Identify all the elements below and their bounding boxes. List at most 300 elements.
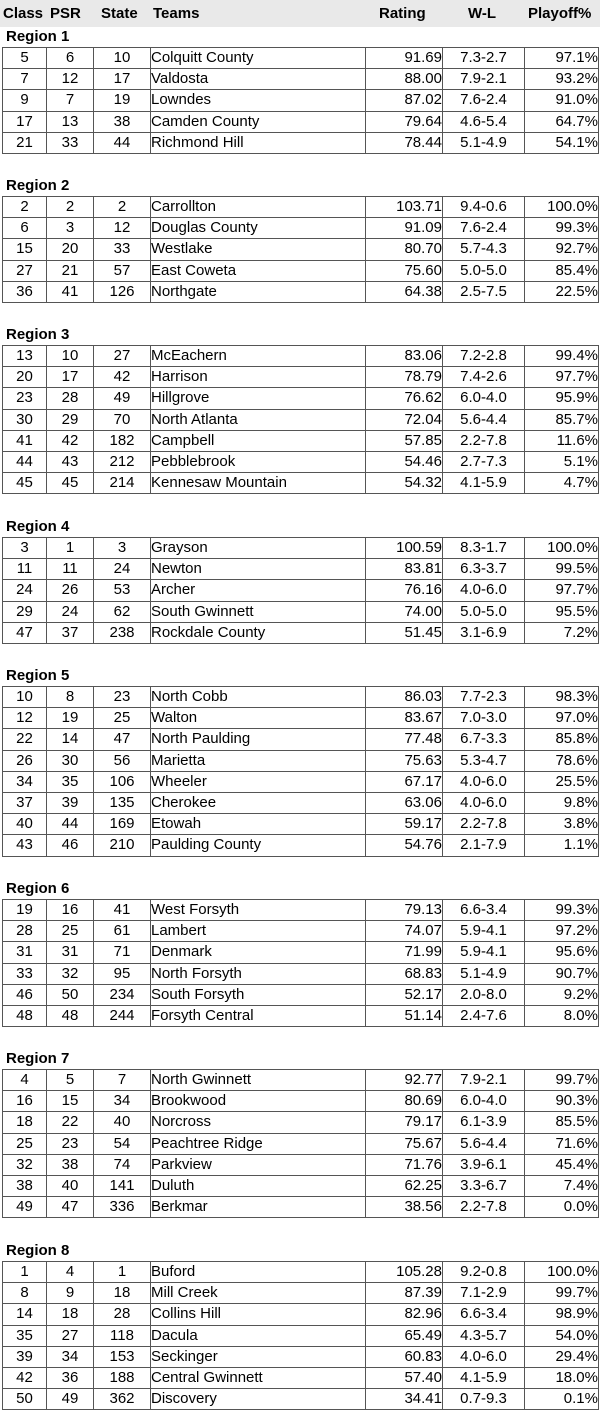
cell-rating: 65.49 — [366, 1325, 443, 1346]
cell-playoff: 4.7% — [525, 473, 599, 494]
cell-playoff: 71.6% — [525, 1133, 599, 1154]
cell-state: 95 — [94, 963, 151, 984]
table-row — [3, 559, 599, 580]
cell-psr: 44 — [47, 814, 94, 835]
cell-playoff: 99.3% — [525, 218, 599, 239]
cell-psr: 12 — [47, 69, 94, 90]
cell-wl: 6.0-4.0 — [443, 388, 525, 409]
cell-class: 33 — [3, 963, 47, 984]
cell-wl: 3.1-6.9 — [443, 622, 525, 643]
cell-psr: 34 — [47, 1346, 94, 1367]
cell-class: 34 — [3, 771, 47, 792]
table-row — [3, 1133, 599, 1154]
cell-wl: 0.7-9.3 — [443, 1389, 525, 1410]
cell-wl: 4.0-6.0 — [443, 580, 525, 601]
region-title: Region 4 — [6, 518, 70, 535]
table-row — [3, 538, 599, 559]
cell-team: Duluth — [151, 1176, 366, 1197]
cell-class: 49 — [3, 1197, 47, 1218]
cell-state: 57 — [94, 260, 151, 281]
cell-wl: 5.0-5.0 — [443, 601, 525, 622]
cell-team: Forsyth Central — [151, 1006, 366, 1027]
cell-state: 212 — [94, 452, 151, 473]
cell-wl: 3.9-6.1 — [443, 1154, 525, 1175]
cell-wl: 5.9-4.1 — [443, 942, 525, 963]
table-row — [3, 48, 599, 69]
table-row — [3, 1070, 599, 1091]
cell-class: 47 — [3, 622, 47, 643]
cell-state: 141 — [94, 1176, 151, 1197]
cell-playoff: 54.0% — [525, 1325, 599, 1346]
cell-class: 15 — [3, 239, 47, 260]
cell-team: South Forsyth — [151, 984, 366, 1005]
cell-wl: 2.0-8.0 — [443, 984, 525, 1005]
cell-playoff: 0.0% — [525, 1197, 599, 1218]
cell-team: Seckinger — [151, 1346, 366, 1367]
cell-playoff: 85.7% — [525, 409, 599, 430]
cell-class: 40 — [3, 814, 47, 835]
cell-wl: 5.1-4.9 — [443, 963, 525, 984]
cell-rating: 67.17 — [366, 771, 443, 792]
cell-psr: 1 — [47, 538, 94, 559]
cell-team: Denmark — [151, 942, 366, 963]
cell-wl: 5.6-4.4 — [443, 409, 525, 430]
cell-wl: 7.9-2.1 — [443, 1070, 525, 1091]
region-title: Region 1 — [6, 28, 70, 45]
cell-team: Rockdale County — [151, 622, 366, 643]
cell-playoff: 5.1% — [525, 452, 599, 473]
cell-class: 16 — [3, 1091, 47, 1112]
cell-rating: 54.32 — [366, 473, 443, 494]
cell-psr: 20 — [47, 239, 94, 260]
cell-playoff: 92.7% — [525, 239, 599, 260]
cell-state: 54 — [94, 1133, 151, 1154]
cell-playoff: 90.3% — [525, 1091, 599, 1112]
cell-state: 24 — [94, 559, 151, 580]
cell-state: 182 — [94, 430, 151, 451]
cell-rating: 54.46 — [366, 452, 443, 473]
cell-playoff: 91.0% — [525, 90, 599, 111]
cell-state: 40 — [94, 1112, 151, 1133]
cell-rating: 79.64 — [366, 111, 443, 132]
cell-team: Northgate — [151, 281, 366, 302]
cell-playoff: 100.0% — [525, 538, 599, 559]
cell-psr: 32 — [47, 963, 94, 984]
cell-psr: 21 — [47, 260, 94, 281]
cell-playoff: 90.7% — [525, 963, 599, 984]
cell-class: 23 — [3, 388, 47, 409]
cell-state: 214 — [94, 473, 151, 494]
cell-class: 26 — [3, 750, 47, 771]
cell-playoff: 97.7% — [525, 367, 599, 388]
cell-class: 21 — [3, 132, 47, 153]
cell-state: 118 — [94, 1325, 151, 1346]
cell-wl: 4.0-6.0 — [443, 771, 525, 792]
cell-class: 4 — [3, 1070, 47, 1091]
cell-class: 45 — [3, 473, 47, 494]
cell-state: 47 — [94, 729, 151, 750]
cell-psr: 39 — [47, 793, 94, 814]
cell-state: 38 — [94, 111, 151, 132]
cell-playoff: 7.4% — [525, 1176, 599, 1197]
cell-state: 74 — [94, 1154, 151, 1175]
cell-class: 48 — [3, 1006, 47, 1027]
cell-team: Wheeler — [151, 771, 366, 792]
cell-state: 56 — [94, 750, 151, 771]
cell-rating: 71.99 — [366, 942, 443, 963]
cell-rating: 92.77 — [366, 1070, 443, 1091]
cell-state: 61 — [94, 921, 151, 942]
cell-rating: 83.06 — [366, 346, 443, 367]
cell-psr: 30 — [47, 750, 94, 771]
region-table — [2, 1261, 599, 1410]
table-row — [3, 1368, 599, 1389]
cell-psr: 13 — [47, 111, 94, 132]
table-row — [3, 601, 599, 622]
cell-team: Pebblebrook — [151, 452, 366, 473]
cell-state: 19 — [94, 90, 151, 111]
cell-class: 32 — [3, 1154, 47, 1175]
table-row — [3, 942, 599, 963]
cell-state: 7 — [94, 1070, 151, 1091]
cell-class: 31 — [3, 942, 47, 963]
cell-wl: 7.2-2.8 — [443, 346, 525, 367]
cell-state: 71 — [94, 942, 151, 963]
cell-class: 13 — [3, 346, 47, 367]
cell-state: 17 — [94, 69, 151, 90]
cell-rating: 75.63 — [366, 750, 443, 771]
cell-team: Brookwood — [151, 1091, 366, 1112]
cell-wl: 6.1-3.9 — [443, 1112, 525, 1133]
cell-psr: 10 — [47, 346, 94, 367]
cell-wl: 7.0-3.0 — [443, 708, 525, 729]
cell-playoff: 9.8% — [525, 793, 599, 814]
table-row — [3, 622, 599, 643]
table-row — [3, 197, 599, 218]
region-title: Region 8 — [6, 1242, 70, 1259]
cell-psr: 45 — [47, 473, 94, 494]
cell-playoff: 97.2% — [525, 921, 599, 942]
region-table — [2, 47, 599, 154]
table-row — [3, 90, 599, 111]
cell-psr: 37 — [47, 622, 94, 643]
table-row — [3, 452, 599, 473]
cell-wl: 2.7-7.3 — [443, 452, 525, 473]
cell-psr: 15 — [47, 1091, 94, 1112]
table-row — [3, 1346, 599, 1367]
cell-class: 3 — [3, 538, 47, 559]
cell-playoff: 25.5% — [525, 771, 599, 792]
cell-playoff: 9.2% — [525, 984, 599, 1005]
cell-playoff: 11.6% — [525, 430, 599, 451]
cell-rating: 63.06 — [366, 793, 443, 814]
cell-wl: 5.1-4.9 — [443, 132, 525, 153]
cell-class: 10 — [3, 687, 47, 708]
cell-class: 8 — [3, 1283, 47, 1304]
cell-rating: 100.59 — [366, 538, 443, 559]
cell-team: Kennesaw Mountain — [151, 473, 366, 494]
cell-team: Parkview — [151, 1154, 366, 1175]
cell-wl: 3.3-6.7 — [443, 1176, 525, 1197]
cell-class: 17 — [3, 111, 47, 132]
cell-psr: 46 — [47, 835, 94, 856]
cell-psr: 9 — [47, 1283, 94, 1304]
cell-team: Carrollton — [151, 197, 366, 218]
cell-wl: 4.6-5.4 — [443, 111, 525, 132]
cell-team: Lambert — [151, 921, 366, 942]
cell-playoff: 95.6% — [525, 942, 599, 963]
cell-psr: 49 — [47, 1389, 94, 1410]
cell-wl: 5.0-5.0 — [443, 260, 525, 281]
cell-rating: 71.76 — [366, 1154, 443, 1175]
cell-psr: 36 — [47, 1368, 94, 1389]
cell-class: 42 — [3, 1368, 47, 1389]
cell-playoff: 98.9% — [525, 1304, 599, 1325]
cell-rating: 57.40 — [366, 1368, 443, 1389]
table-row — [3, 132, 599, 153]
cell-psr: 35 — [47, 771, 94, 792]
cell-class: 39 — [3, 1346, 47, 1367]
cell-playoff: 45.4% — [525, 1154, 599, 1175]
cell-playoff: 18.0% — [525, 1368, 599, 1389]
cell-wl: 7.7-2.3 — [443, 687, 525, 708]
cell-state: 28 — [94, 1304, 151, 1325]
cell-psr: 38 — [47, 1154, 94, 1175]
cell-class: 5 — [3, 48, 47, 69]
cell-state: 106 — [94, 771, 151, 792]
cell-psr: 11 — [47, 559, 94, 580]
cell-playoff: 99.3% — [525, 900, 599, 921]
region-table — [2, 1069, 599, 1218]
cell-rating: 87.39 — [366, 1283, 443, 1304]
cell-team: North Cobb — [151, 687, 366, 708]
cell-psr: 41 — [47, 281, 94, 302]
cell-psr: 47 — [47, 1197, 94, 1218]
cell-wl: 7.6-2.4 — [443, 90, 525, 111]
cell-psr: 31 — [47, 942, 94, 963]
cell-wl: 4.1-5.9 — [443, 473, 525, 494]
cell-team: Grayson — [151, 538, 366, 559]
cell-class: 20 — [3, 367, 47, 388]
cell-team: North Paulding — [151, 729, 366, 750]
cell-playoff: 98.3% — [525, 687, 599, 708]
table-row — [3, 1112, 599, 1133]
cell-wl: 9.2-0.8 — [443, 1262, 525, 1283]
cell-class: 24 — [3, 580, 47, 601]
cell-class: 44 — [3, 452, 47, 473]
cell-state: 49 — [94, 388, 151, 409]
cell-team: Campbell — [151, 430, 366, 451]
cell-team: North Gwinnett — [151, 1070, 366, 1091]
cell-state: 362 — [94, 1389, 151, 1410]
cell-rating: 80.69 — [366, 1091, 443, 1112]
cell-rating: 72.04 — [366, 409, 443, 430]
table-row — [3, 1197, 599, 1218]
region-title: Region 6 — [6, 880, 70, 897]
cell-psr: 40 — [47, 1176, 94, 1197]
cell-playoff: 97.1% — [525, 48, 599, 69]
cell-state: 25 — [94, 708, 151, 729]
cell-state: 27 — [94, 346, 151, 367]
cell-psr: 42 — [47, 430, 94, 451]
cell-wl: 7.1-2.9 — [443, 1283, 525, 1304]
cell-rating: 87.02 — [366, 90, 443, 111]
cell-rating: 74.00 — [366, 601, 443, 622]
cell-rating: 105.28 — [366, 1262, 443, 1283]
cell-psr: 23 — [47, 1133, 94, 1154]
cell-wl: 5.3-4.7 — [443, 750, 525, 771]
cell-rating: 78.44 — [366, 132, 443, 153]
column-header-class: Class — [3, 5, 44, 22]
cell-rating: 60.83 — [366, 1346, 443, 1367]
cell-state: 2 — [94, 197, 151, 218]
cell-rating: 82.96 — [366, 1304, 443, 1325]
cell-psr: 25 — [47, 921, 94, 942]
table-row — [3, 921, 599, 942]
table-row — [3, 1154, 599, 1175]
cell-class: 27 — [3, 260, 47, 281]
cell-team: Colquitt County — [151, 48, 366, 69]
cell-psr: 5 — [47, 1070, 94, 1091]
cell-team: Dacula — [151, 1325, 366, 1346]
region-table — [2, 537, 599, 644]
cell-psr: 22 — [47, 1112, 94, 1133]
cell-rating: 88.00 — [366, 69, 443, 90]
cell-rating: 80.70 — [366, 239, 443, 260]
cell-wl: 2.5-7.5 — [443, 281, 525, 302]
cell-wl: 5.9-4.1 — [443, 921, 525, 942]
cell-class: 6 — [3, 218, 47, 239]
cell-rating: 52.17 — [366, 984, 443, 1005]
cell-wl: 4.1-5.9 — [443, 1368, 525, 1389]
column-header-teams: Teams — [153, 5, 200, 22]
cell-rating: 91.09 — [366, 218, 443, 239]
cell-class: 11 — [3, 559, 47, 580]
cell-class: 2 — [3, 197, 47, 218]
region-table — [2, 899, 599, 1027]
cell-psr: 18 — [47, 1304, 94, 1325]
table-row — [3, 687, 599, 708]
cell-state: 238 — [94, 622, 151, 643]
cell-class: 29 — [3, 601, 47, 622]
cell-playoff: 99.5% — [525, 559, 599, 580]
table-row — [3, 984, 599, 1005]
cell-team: Peachtree Ridge — [151, 1133, 366, 1154]
cell-playoff: 7.2% — [525, 622, 599, 643]
cell-team: Valdosta — [151, 69, 366, 90]
cell-rating: 75.60 — [366, 260, 443, 281]
cell-playoff: 85.8% — [525, 729, 599, 750]
table-row — [3, 367, 599, 388]
cell-playoff: 1.1% — [525, 835, 599, 856]
cell-class: 43 — [3, 835, 47, 856]
cell-psr: 33 — [47, 132, 94, 153]
cell-playoff: 100.0% — [525, 197, 599, 218]
cell-state: 188 — [94, 1368, 151, 1389]
cell-team: West Forsyth — [151, 900, 366, 921]
table-row — [3, 814, 599, 835]
table-row — [3, 1325, 599, 1346]
cell-state: 126 — [94, 281, 151, 302]
cell-state: 234 — [94, 984, 151, 1005]
cell-state: 18 — [94, 1283, 151, 1304]
cell-state: 70 — [94, 409, 151, 430]
cell-psr: 14 — [47, 729, 94, 750]
column-header-bar — [0, 0, 600, 27]
cell-wl: 4.0-6.0 — [443, 793, 525, 814]
cell-state: 210 — [94, 835, 151, 856]
cell-state: 10 — [94, 48, 151, 69]
cell-wl: 2.1-7.9 — [443, 835, 525, 856]
cell-team: McEachern — [151, 346, 366, 367]
cell-psr: 50 — [47, 984, 94, 1005]
region-title: Region 3 — [6, 326, 70, 343]
cell-rating: 76.16 — [366, 580, 443, 601]
cell-state: 12 — [94, 218, 151, 239]
cell-rating: 75.67 — [366, 1133, 443, 1154]
cell-state: 169 — [94, 814, 151, 835]
cell-wl: 7.9-2.1 — [443, 69, 525, 90]
cell-rating: 79.17 — [366, 1112, 443, 1133]
cell-wl: 2.2-7.8 — [443, 814, 525, 835]
table-row — [3, 409, 599, 430]
table-row — [3, 580, 599, 601]
cell-rating: 74.07 — [366, 921, 443, 942]
cell-state: 41 — [94, 900, 151, 921]
table-row — [3, 1176, 599, 1197]
column-header-playoff: Playoff% — [528, 5, 592, 22]
cell-playoff: 29.4% — [525, 1346, 599, 1367]
cell-wl: 5.6-4.4 — [443, 1133, 525, 1154]
cell-state: 23 — [94, 687, 151, 708]
cell-class: 7 — [3, 69, 47, 90]
cell-team: North Atlanta — [151, 409, 366, 430]
cell-class: 35 — [3, 1325, 47, 1346]
table-row — [3, 111, 599, 132]
table-row — [3, 729, 599, 750]
cell-class: 30 — [3, 409, 47, 430]
cell-rating: 54.76 — [366, 835, 443, 856]
table-row — [3, 1283, 599, 1304]
region-title: Region 7 — [6, 1050, 70, 1067]
cell-psr: 3 — [47, 218, 94, 239]
table-row — [3, 281, 599, 302]
cell-class: 25 — [3, 1133, 47, 1154]
cell-playoff: 99.4% — [525, 346, 599, 367]
cell-team: Richmond Hill — [151, 132, 366, 153]
cell-psr: 8 — [47, 687, 94, 708]
table-row — [3, 430, 599, 451]
cell-state: 53 — [94, 580, 151, 601]
cell-rating: 103.71 — [366, 197, 443, 218]
table-row — [3, 900, 599, 921]
cell-state: 153 — [94, 1346, 151, 1367]
cell-psr: 43 — [47, 452, 94, 473]
cell-wl: 8.3-1.7 — [443, 538, 525, 559]
cell-rating: 78.79 — [366, 367, 443, 388]
cell-wl: 6.7-3.3 — [443, 729, 525, 750]
cell-team: Etowah — [151, 814, 366, 835]
table-row — [3, 708, 599, 729]
cell-team: Buford — [151, 1262, 366, 1283]
cell-playoff: 0.1% — [525, 1389, 599, 1410]
cell-wl: 9.4-0.6 — [443, 197, 525, 218]
cell-psr: 27 — [47, 1325, 94, 1346]
cell-psr: 26 — [47, 580, 94, 601]
cell-rating: 83.81 — [366, 559, 443, 580]
cell-team: Mill Creek — [151, 1283, 366, 1304]
cell-team: Marietta — [151, 750, 366, 771]
